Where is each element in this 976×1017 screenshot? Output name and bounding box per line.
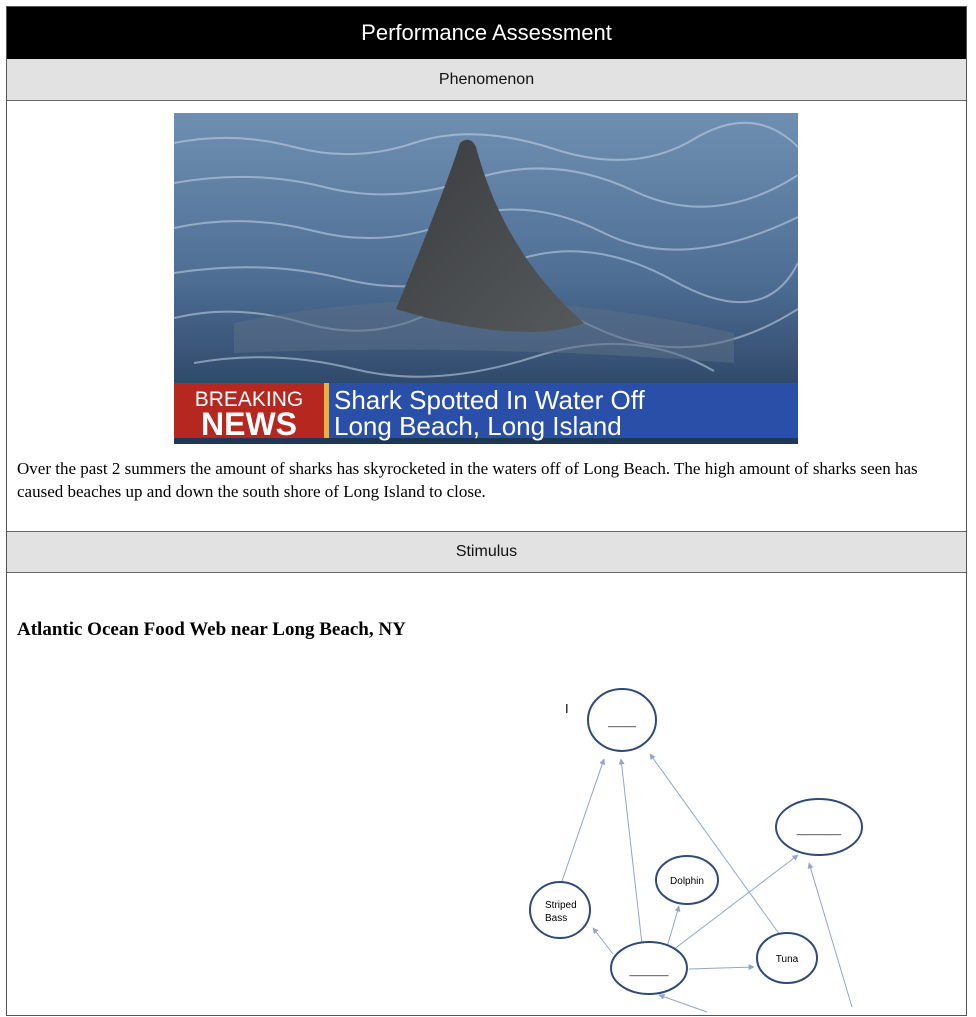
news-label: NEWS <box>201 406 297 442</box>
shark-news-photo <box>174 113 798 444</box>
dolphin-label: Dolphin <box>670 876 704 887</box>
arrow-center-to-dolphin <box>667 906 679 947</box>
arrow-lower-to-right <box>809 863 852 1007</box>
tuna-label: Tuna <box>775 954 799 965</box>
assessment-sheet <box>6 6 967 1016</box>
arrow-center-to-bass <box>593 928 613 954</box>
news-photo-area <box>7 101 966 457</box>
arrow-lower-to-center <box>659 995 707 1012</box>
arrow-center-to-top <box>621 759 642 944</box>
phenomenon-header: Phenomenon <box>7 59 966 101</box>
headline-line-1: Shark Spotted In Water Off <box>334 385 645 415</box>
food-web-title: Atlantic Ocean Food Web near Long Beach, NY <box>17 619 406 640</box>
page-title: Performance Assessment <box>7 7 966 59</box>
center-node-label: _______ <box>629 966 669 977</box>
headline-line-2: Long Beach, Long Island <box>334 411 622 441</box>
banner-divider <box>324 383 329 438</box>
striped-bass-label-2: Bass <box>545 913 568 924</box>
arrow-tuna-to-top <box>650 754 780 935</box>
arrow-bass-to-top <box>561 759 604 884</box>
food-web-nodes <box>530 689 862 994</box>
stray-mark: I <box>565 701 569 716</box>
breaking-label: BREAKING <box>194 388 304 411</box>
right-node-label: ________ <box>796 825 842 836</box>
phenomenon-description: Over the past 2 summers the amount of sharks has skyrocketed in the waters off of Long Beach. The high amount of sharks seen has caused beaches up and down the south shore of Long Island to close. <box>17 459 918 501</box>
stimulus-header: Stimulus <box>7 531 966 573</box>
arrow-center-to-tuna <box>689 967 754 969</box>
top-node-label: _____ <box>608 717 636 728</box>
striped-bass-label-1: Striped <box>545 900 577 911</box>
